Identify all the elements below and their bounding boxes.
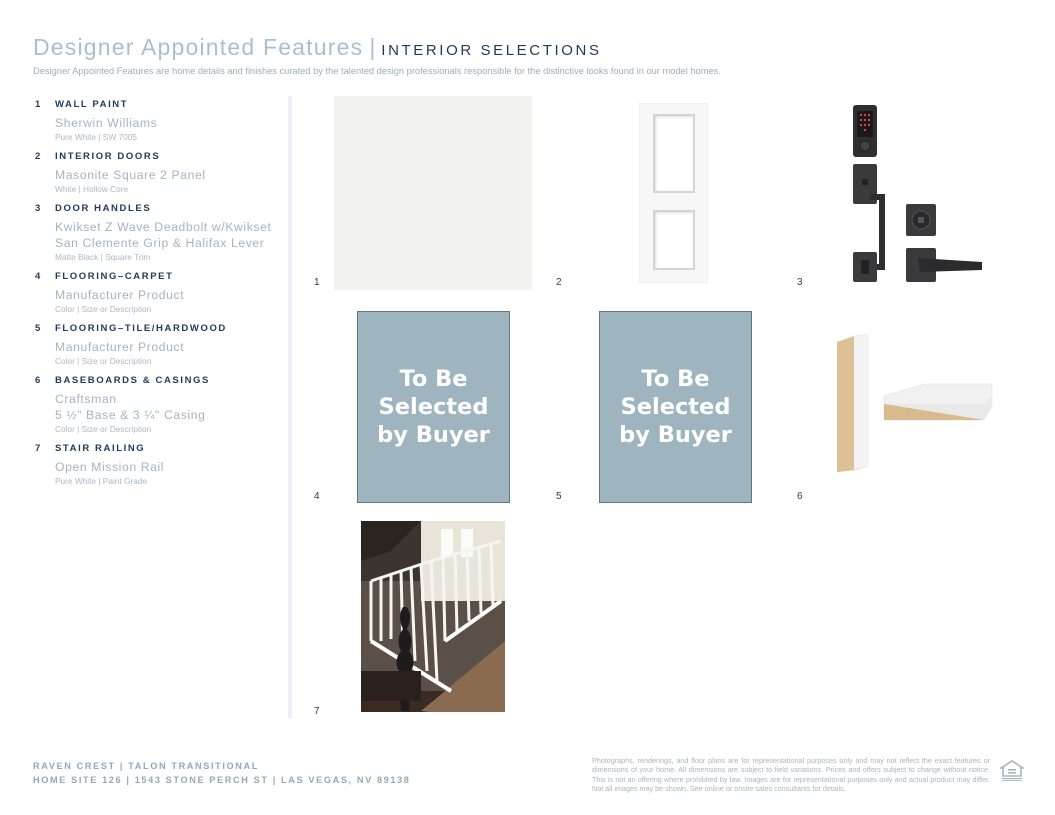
placeholder-text: To Be Selected by Buyer: [619, 366, 732, 448]
halifax-lever: [918, 258, 982, 272]
item-product: Sherwin Williams: [55, 116, 158, 130]
tile-hardwood-placeholder: [599, 311, 752, 503]
item-detail: White | Hollow Core: [55, 184, 129, 194]
page-title: Designer Appointed Features: [33, 34, 364, 60]
item-product: Masonite Square 2 Panel: [55, 168, 206, 182]
placeholder-text: To Be Selected by Buyer: [377, 366, 490, 448]
item-detail: Pure White | Paint Grade: [55, 476, 148, 486]
section-title: INTERIOR SELECTIONS: [381, 42, 602, 59]
item-detail: Color | Size or Description: [55, 304, 152, 314]
stair-railing-image: [361, 521, 505, 712]
tile-number: 4: [314, 491, 320, 502]
item-number: 3: [35, 203, 42, 214]
list-item: [35, 443, 275, 486]
door-handles-image: [848, 102, 988, 288]
item-title: FLOORING–CARPET: [55, 271, 174, 282]
list-item: [35, 203, 275, 262]
item-number: 7: [35, 443, 42, 454]
list-item: [35, 151, 275, 194]
tile-number: 1: [314, 277, 320, 288]
title-separator: |: [369, 34, 376, 60]
item-product: Kwikset Z Wave Deadbolt w/Kwikset San Clemente Grip & Halifax Lever: [55, 220, 272, 250]
disclaimer: Photographs, renderings, and floor plans are for representational purposes only and may not reflect the exact features or dimensions of your home. All dimensions are subject to field variations. Prices and offers subject to change without notice. This is not an offering where prohibited by law. Images are for representational purposes only and actual product may differ. Not all images may be shown. See online or onsite sales consultants for details.: [592, 756, 990, 794]
wall-paint-swatch: [334, 96, 532, 290]
list-item: [35, 323, 275, 366]
equal-housing-icon: [1000, 760, 1024, 782]
item-detail: Color | Size or Description: [55, 356, 152, 366]
tile-number: 3: [797, 277, 803, 288]
community-name: RAVEN CREST | TALON TRANSITIONAL: [33, 761, 259, 771]
item-product: Manufacturer Product: [55, 288, 185, 302]
item-title: WALL PAINT: [55, 99, 129, 110]
item-product: Manufacturer Product: [55, 340, 185, 354]
item-title: DOOR HANDLES: [55, 203, 152, 214]
item-number: 6: [35, 375, 42, 386]
tile-number: 5: [556, 491, 562, 502]
baseboard-casing-image: [834, 334, 998, 476]
item-detail: Color | Size or Description: [55, 424, 152, 434]
item-number: 1: [35, 99, 42, 110]
door-panel-upper: [653, 114, 695, 193]
item-title: STAIR RAILING: [55, 443, 146, 454]
list-item: [35, 375, 275, 434]
list-item: [35, 99, 275, 142]
selection-list: [35, 99, 275, 495]
page-subtitle: Designer Appointed Features are home details and finishes curated by the talented design professionals responsible for the distinctive looks found in our model homes.: [33, 66, 721, 76]
tile-number: 6: [797, 491, 803, 502]
item-detail: Pure White | SW 7005: [55, 132, 137, 142]
item-product: Open Mission Rail: [55, 460, 165, 474]
item-title: INTERIOR DOORS: [55, 151, 161, 162]
door-panel-lower: [653, 210, 695, 270]
item-number: 5: [35, 323, 42, 334]
interior-door-image: [639, 103, 708, 283]
tile-number: 2: [556, 277, 562, 288]
column-divider: [288, 96, 292, 718]
item-number: 2: [35, 151, 42, 162]
item-product: Craftsman 5 ½" Base & 3 ¼" Casing: [55, 392, 206, 422]
tile-number: 7: [314, 706, 320, 717]
community-address: [33, 759, 411, 787]
page-header: [33, 34, 602, 61]
carpet-placeholder: [357, 311, 510, 503]
home-site-address: HOME SITE 126 | 1543 STONE PERCH ST | LAS VEGAS, NV 89138: [33, 775, 411, 785]
item-title: BASEBOARDS & CASINGS: [55, 375, 210, 386]
list-item: [35, 271, 275, 314]
item-number: 4: [35, 271, 42, 282]
item-detail: Matte Black | Square Trim: [55, 252, 151, 262]
item-title: FLOORING–TILE/HARDWOOD: [55, 323, 227, 334]
